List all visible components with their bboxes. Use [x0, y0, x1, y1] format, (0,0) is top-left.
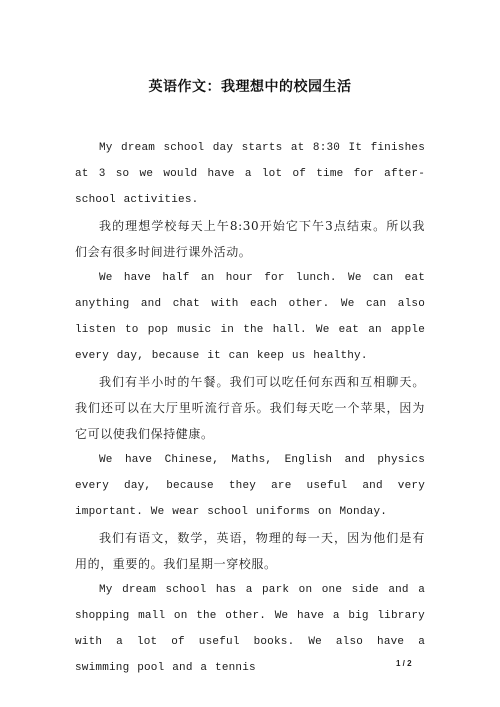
document-body [75, 135, 425, 681]
paragraph-en-facilities: My dream school has a park on one side and a shopping mall on the other. We have a big library with a lot of useful books. We also have a swimming pool and a tennis [75, 584, 425, 674]
paragraph-en-lunch: We have half an hour for lunch. We can eat anything and chat with each other. We can also listen to pop music in the hall. We eat an apple every day, because it can keep us healthy. [75, 272, 425, 362]
paragraph-zh-lunch: 我们有半小时的午餐。我们可以吃任何东西和互相聊天。我们还可以在大厅里听流行音乐。我们每天吃一个苹果，因为它可以使我们保持健康。 [75, 375, 425, 441]
paragraph-en-schedule: My dream school day starts at 8:30 It finishes at 3 so we would have a lot of time for after-school activities. [75, 142, 425, 206]
document-title: 英语作文：我理想中的校园生活 [148, 79, 352, 95]
paragraph-zh-schedule: 我的理想学校每天上午8:30开始它下午3点结束。所以我们会有很多时间进行课外活动。 [75, 219, 425, 259]
paragraph-zh-subjects: 我们有语文，数学，英语，物理的每一天，因为他们是有用的，重要的。我们星期一穿校服。 [75, 531, 425, 571]
paragraph-en-subjects: We have Chinese, Maths, English and physics every day, because they are useful and very important. We wear school uniforms on Monday. [75, 454, 425, 518]
page-number: 1 / 2 [396, 659, 412, 668]
